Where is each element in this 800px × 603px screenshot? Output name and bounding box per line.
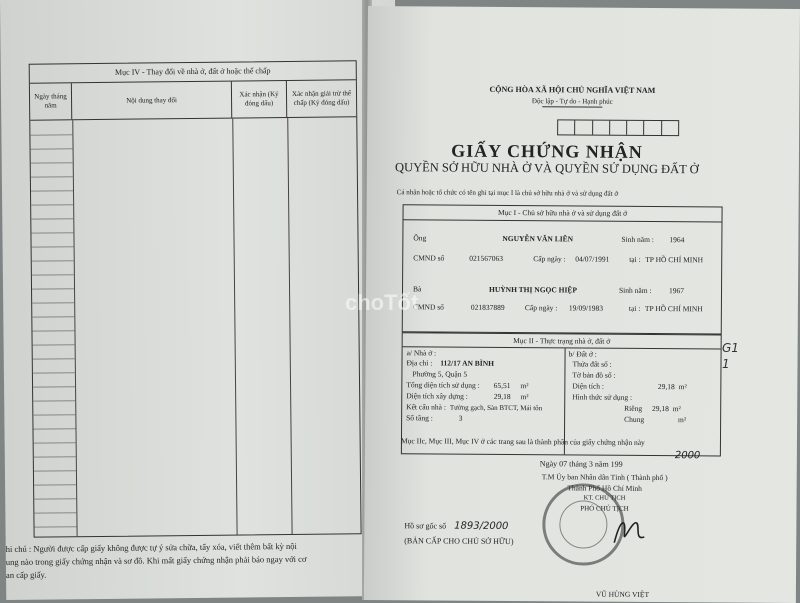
ruled-line (33, 386, 75, 387)
owner1-id-row (407, 253, 717, 268)
ruled-line (31, 232, 73, 233)
ruled-line (32, 260, 74, 261)
ruled-line (33, 400, 75, 401)
owner2-place-label: tại : (628, 303, 641, 313)
ruled-line (32, 330, 74, 331)
ruled-line (30, 134, 72, 135)
shared-row (624, 415, 686, 424)
section1-heading: Mục I - Chủ sở hữu nhà ở và sử dụng đất ở (404, 205, 722, 222)
table-divider (72, 120, 77, 536)
owner2-id-label: CMND số (412, 302, 444, 312)
nation-heading: CỘNG HÒA XÃ HỘI CHỦ NGHĨA VIỆT NAM (489, 84, 656, 96)
floor-area-unit: m² (520, 381, 529, 391)
private-row (624, 404, 681, 413)
floor-area-row (406, 380, 528, 390)
ruled-line (33, 344, 75, 345)
owner1-name-row (407, 233, 717, 248)
owner2-issued: 19/09/1983 (568, 303, 604, 313)
land-area-value: 29,18 (657, 382, 675, 392)
watermark-logo: choTốt (345, 290, 419, 315)
land-area-row (572, 381, 686, 391)
floors-row (406, 413, 462, 422)
owner2-birth-label: Sinh năm : (618, 285, 652, 295)
file-number: 1893/2000 (454, 520, 509, 532)
owner1-issued-label: Cấp ngày : (533, 254, 566, 264)
ruled-line (34, 512, 76, 513)
section4-body (30, 117, 360, 536)
col-change: Nội dung thay đổi (72, 82, 232, 120)
footnote-line: an cấp giấy. (5, 569, 47, 580)
floors-label: Số tầng : (406, 413, 433, 423)
ruled-line (35, 526, 77, 527)
owner1-place: TP HỒ CHÍ MINH (645, 254, 704, 265)
owner1-name: NGUYỄN VĂN LIÊN (502, 233, 574, 244)
col-release: Xác nhận giải trừ thế chấp (Ký đóng dấu) (291, 89, 352, 107)
footer-note: Mục IIc, Mục III, Mục IV ở các trang sau là thành phần của giấy chứng nhận này (400, 436, 645, 447)
col-confirm: Xác nhận (Ký đóng dấu) (232, 81, 287, 118)
motto: Độc lập - Tự do - Hạnh phúc (467, 97, 677, 108)
handwritten-year: 2000 (674, 450, 701, 462)
owner1-birth: 1964 (669, 235, 685, 245)
authority-role-vice: PHÓ CHỦ TỊCH (580, 504, 629, 513)
ruled-line (34, 498, 76, 499)
footnote-line: hi chú : Người được cấp giấy không được tự ý sửa chữa, tẩy xóa, viết thêm bất kỳ nội (5, 540, 297, 554)
floor-area-label: Tổng diện tích sử dụng : (406, 380, 480, 390)
map-label: Tờ bản đồ số : (572, 370, 616, 380)
ruled-line (31, 176, 73, 177)
table-divider (232, 119, 237, 535)
owner1-birth-label: Sinh năm : (621, 234, 654, 245)
col-date: Ngày tháng năm (30, 83, 72, 119)
ruled-line (32, 274, 74, 275)
intro-text: Cá nhân hoặc tổ chức có tên ghi tại mục I là chủ sở hữu nhà ở và sử dụng đất ở (396, 188, 619, 198)
address-row (406, 358, 494, 368)
owner2-issued-label: Cấp ngày : (524, 303, 558, 313)
issue-date: Ngày 07 tháng 3 năm 199 (539, 459, 623, 469)
serial-number-box (557, 119, 679, 136)
left-page (0, 0, 401, 600)
structure-row (406, 402, 542, 412)
owner1-place-label: tại : (629, 254, 641, 264)
right-page (364, 6, 800, 603)
section4-title: Mục IV - Thay đổi về nhà ở, đất ở hoặc thế chấp (30, 61, 356, 83)
ruled-line (31, 204, 73, 205)
signature (610, 513, 650, 551)
file-label: Hồ sơ gốc số (404, 521, 447, 531)
built-area-row (406, 391, 528, 401)
owner1-prefix: Ông (413, 233, 427, 243)
section4-table (29, 60, 362, 537)
owner1-issued: 04/07/1991 (575, 254, 610, 264)
table-divider (287, 118, 292, 534)
ruled-line (33, 428, 75, 429)
ruled-line (33, 372, 75, 373)
file-number-row (404, 520, 508, 532)
footnote (6, 539, 366, 582)
ruled-line (31, 162, 73, 163)
land-area-label: Diện tích : (572, 381, 605, 391)
footnote-line: ung nào trong giấy chứng nhận và sơ đồ. Khi mất giấy chứng nhận phải báo ngay với cơ (5, 553, 307, 567)
built-area-unit: m² (520, 392, 529, 402)
certificate-subtitle: QUYỀN SỞ HỮU NHÀ Ở VÀ QUYỀN SỬ DỤNG ĐẤT Ở (394, 160, 699, 177)
owner1-id-label: CMND số (413, 253, 445, 263)
usage-label: Hình thức sử dụng : (572, 392, 633, 402)
floors-value: 3 (458, 413, 463, 423)
ruled-line (31, 218, 73, 219)
ruled-line (33, 414, 75, 415)
ruled-line (32, 288, 74, 289)
owner2-place: TP HỒ CHÍ MINH (644, 303, 703, 314)
structure-label: Kết cấu nhà : (406, 402, 447, 412)
ruled-line (33, 358, 75, 359)
margin-handwriting: G1 1 (722, 341, 739, 371)
owner2-id-row (407, 302, 717, 317)
built-area-label: Diện tích xây dựng : (406, 391, 468, 401)
land-label: b/ Đất ở : (568, 349, 597, 359)
shared-label: Chung (624, 414, 645, 424)
ward-value: Phường 5, Quận 5 (412, 369, 468, 379)
private-unit: m² (672, 404, 681, 414)
owner2-name: HUỲNH THỊ NGỌC HIỆP (488, 284, 578, 295)
owner1-id: 021567063 (469, 253, 504, 263)
certificate-title: GIẤY CHỨNG NHẬN (451, 140, 643, 162)
ruled-line (32, 302, 74, 303)
built-area-value: 29,18 (493, 391, 511, 402)
ruled-line (32, 246, 74, 247)
section1-box (402, 204, 723, 334)
plot-label: Thửa đất số : (572, 359, 612, 369)
ruled-line (31, 148, 73, 149)
address-value: 112/17 AN BÌNH (440, 358, 495, 368)
owner2-name-row (407, 284, 717, 299)
ruled-line (34, 470, 76, 471)
section2-heading: Mục II - Thực trạng nhà ở, đất ở (403, 333, 721, 349)
land-area-unit: m² (678, 382, 687, 392)
floor-area-value: 65,51 (493, 380, 511, 391)
shared-unit: m² (677, 415, 687, 425)
copy-label: (BẢN CẤP CHO CHỦ SỞ HỮU) (404, 536, 514, 547)
ruled-line (34, 456, 76, 457)
structure-value: Tường gạch, Sàn BTCT, Mái tôn (449, 403, 543, 413)
owner2-prefix: Bà (412, 284, 422, 294)
owner2-birth: 1967 (668, 286, 685, 296)
owner2-id: 021837889 (470, 302, 505, 312)
house-label: a/ Nhà ở : (406, 348, 437, 358)
authority-city: Thành Phố Hồ Chí Minh (567, 483, 642, 493)
authority-line: T.M Ủy ban Nhân dân Tỉnh ( Thành phố ) (541, 472, 668, 483)
signer-name: VŨ HÙNG VIỆT (595, 589, 650, 599)
section4-header (30, 80, 356, 120)
address-label: Địa chỉ : (406, 358, 433, 368)
private-label: Riêng (624, 403, 643, 413)
ruled-line (32, 316, 74, 317)
authority-role: KT. CHỦ TỊCH (583, 494, 626, 502)
ruled-line (34, 442, 76, 443)
ruled-line (34, 484, 76, 485)
private-value: 29,18 (651, 403, 669, 414)
ruled-line (31, 190, 73, 191)
